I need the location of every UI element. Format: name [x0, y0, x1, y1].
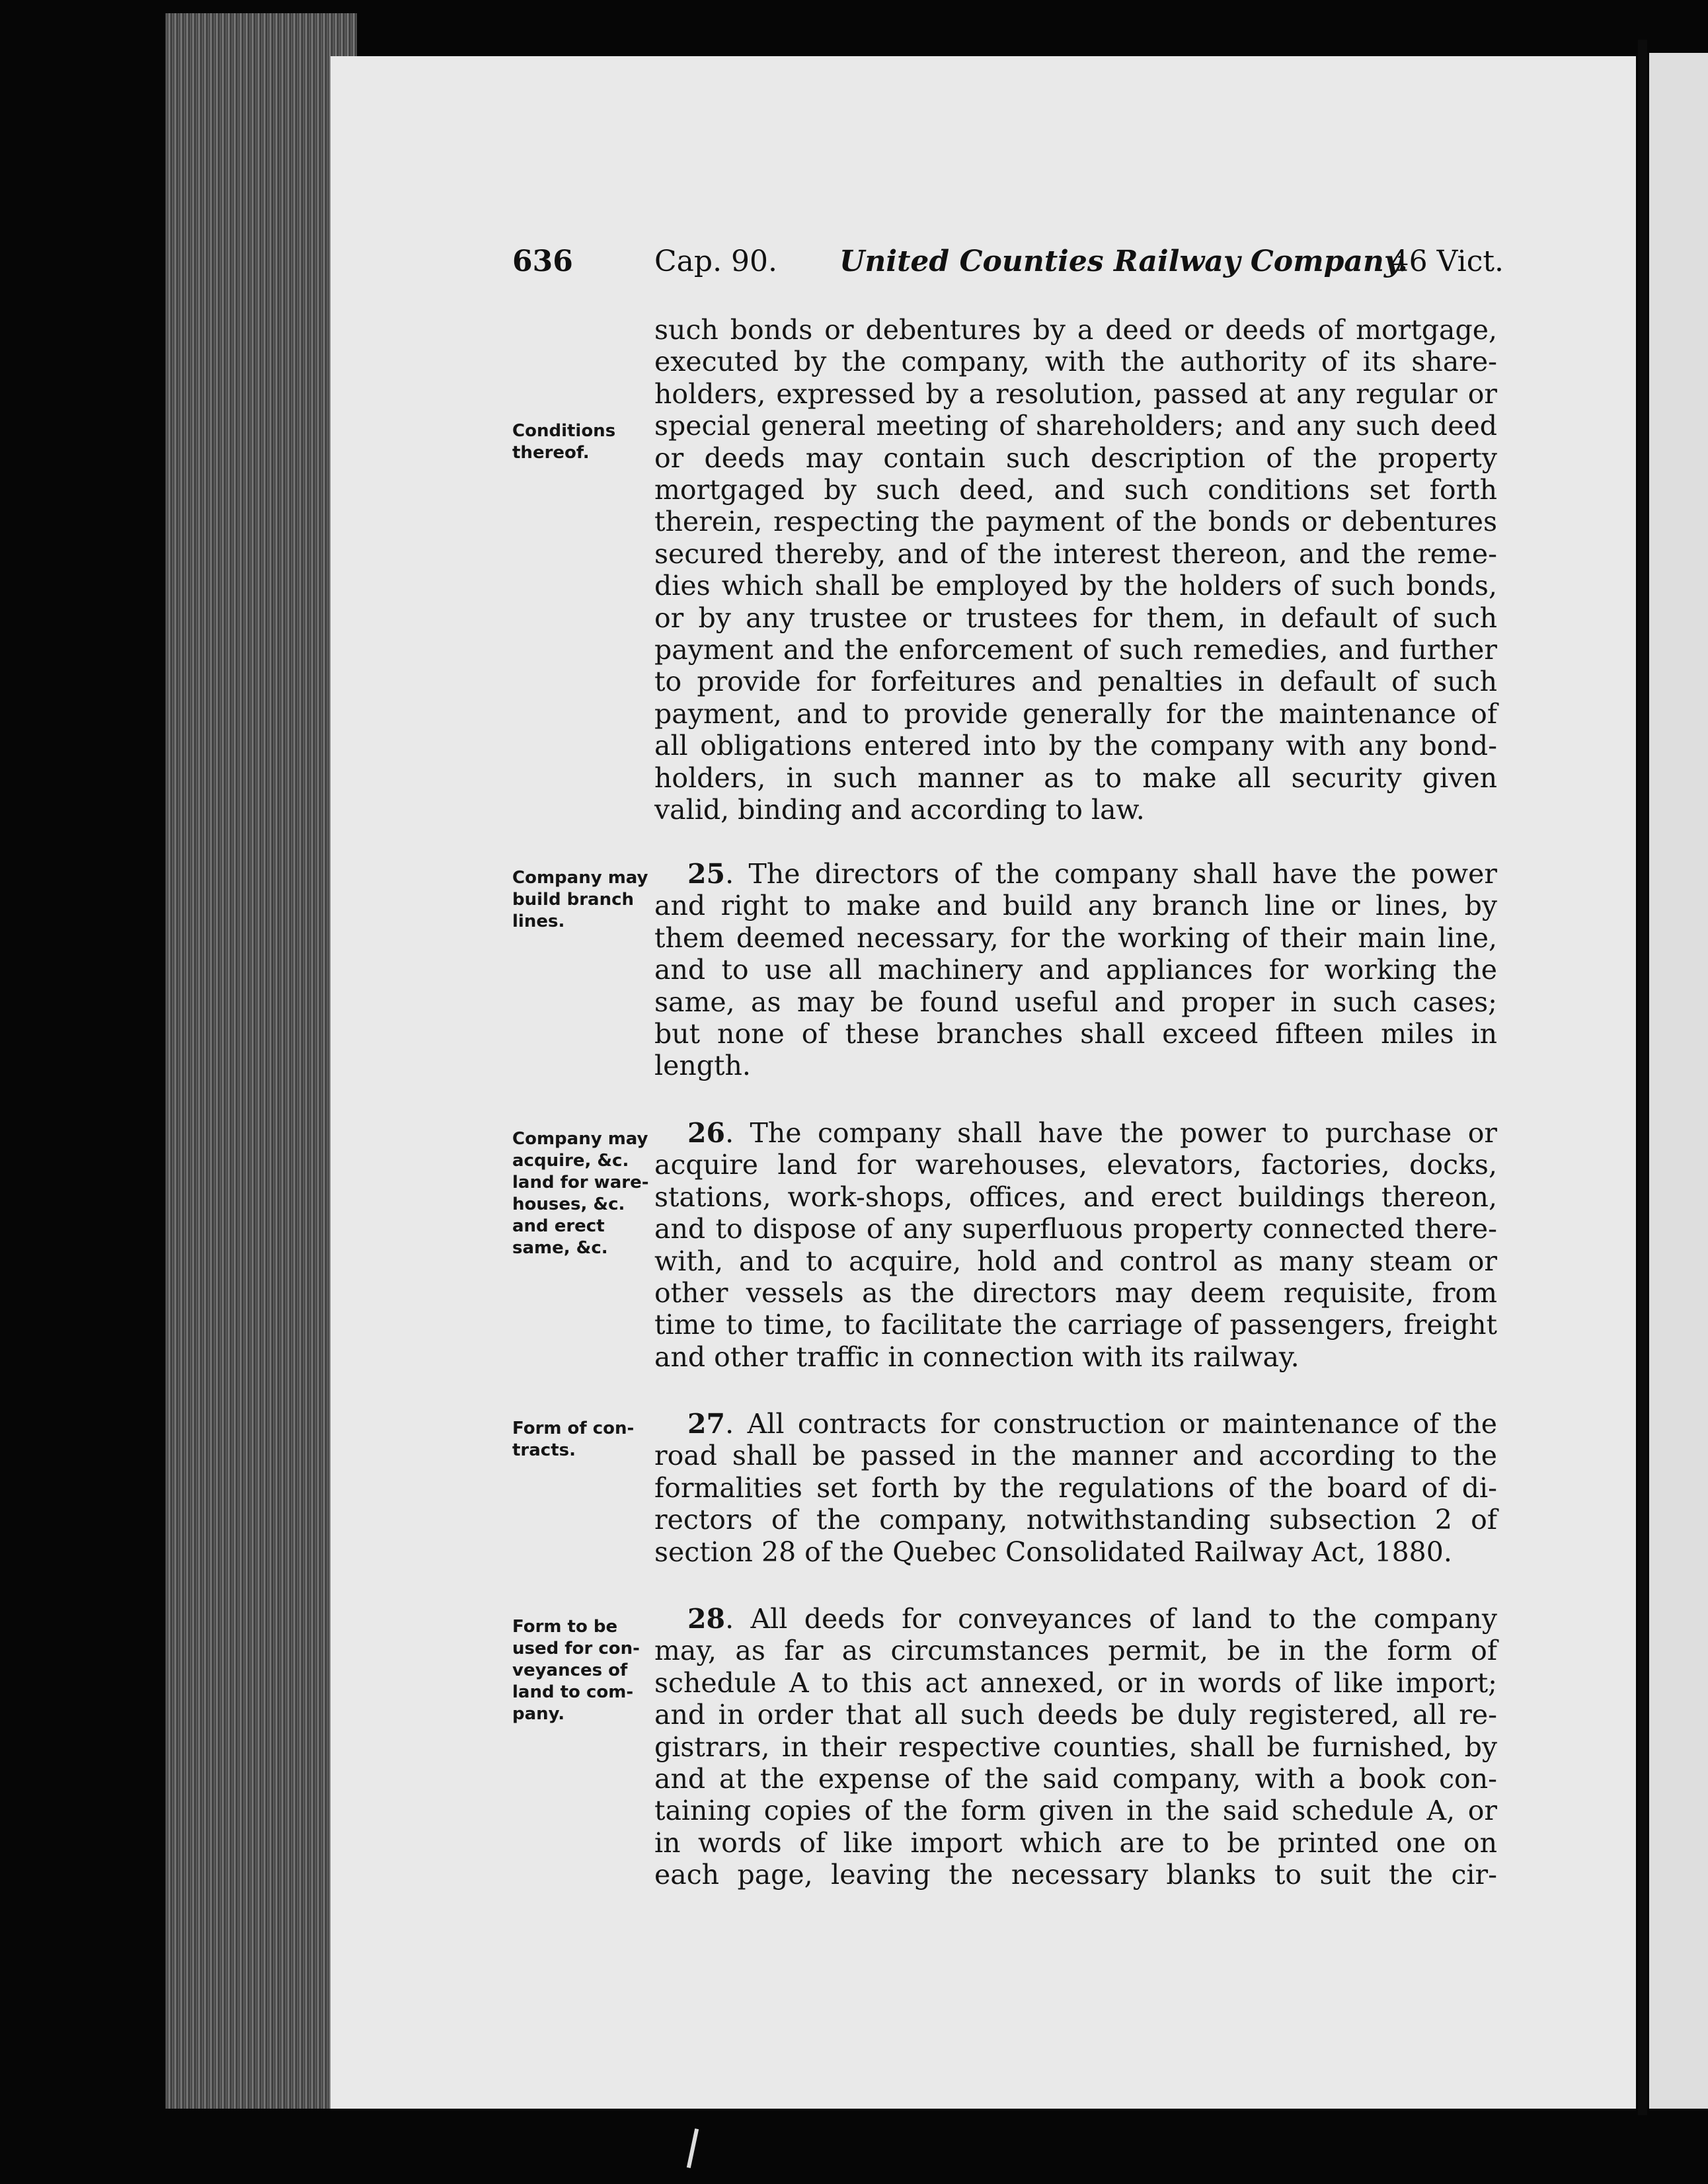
page-number: 636 — [512, 245, 573, 278]
text-line: but none of these branches shall exceed fifteen miles in — [654, 1018, 1497, 1050]
margin-note-line: Form of con- — [512, 1419, 635, 1438]
text-line: rectors of the company, notwithstanding subsection 2 of — [654, 1504, 1497, 1536]
running-title: United Counties Railway Company. — [839, 245, 1408, 278]
margin-note-conditions — [512, 420, 654, 464]
text-span: . The directors of the company shall have the power — [725, 858, 1497, 890]
text-line: to provide for forfeitures and penalties in default of such — [654, 666, 1497, 698]
margin-note-line: build branch — [512, 890, 635, 910]
margin-note-line: Company may — [512, 1129, 648, 1149]
text-line — [654, 1408, 1497, 1440]
regnal-year: 46 Vict. — [1390, 245, 1504, 278]
text-line: and right to make and build any branch line or lines, by — [654, 890, 1497, 922]
text-line: and other traffic in connection with its railway. — [654, 1341, 1300, 1373]
margin-note-line: acquire, &c. — [512, 1151, 629, 1171]
margin-note-warehouses — [512, 1128, 654, 1259]
text-line: and at the expense of the said company, with a book con- — [654, 1763, 1497, 1795]
section-number: 27 — [687, 1408, 726, 1440]
text-span: . All deeds for conveyances of land to the company — [725, 1603, 1497, 1635]
margin-note-line: tracts. — [512, 1440, 576, 1460]
text-line: and in order that all such deeds be duly registered, all re- — [654, 1699, 1497, 1731]
text-line: mortgaged by such deed, and such conditions set forth — [654, 474, 1497, 506]
text-line: and to dispose of any superfluous property connected there- — [654, 1213, 1497, 1245]
text-line: road shall be passed in the manner and according to the — [654, 1440, 1497, 1472]
paragraph-continuation — [654, 314, 1497, 826]
margin-note-line: land to com- — [512, 1682, 634, 1702]
text-line: length. — [654, 1050, 751, 1082]
text-line: may, as far as circumstances permit, be in the form of — [654, 1635, 1497, 1667]
margin-note-line: Form to be — [512, 1617, 618, 1637]
text-line — [654, 1603, 1497, 1635]
text-line: with, and to acquire, hold and control as many steam or — [654, 1245, 1497, 1277]
text-line: stations, work-shops, offices, and erect buildings thereon, — [654, 1181, 1497, 1213]
text-line: payment, and to provide generally for the maintenance of — [654, 697, 1497, 730]
margin-note-branch-lines — [512, 867, 654, 933]
margin-note-line: land for ware- — [512, 1173, 649, 1192]
section-number: 26 — [687, 1117, 726, 1149]
section-25 — [654, 858, 1497, 1082]
margin-note-contracts — [512, 1418, 654, 1462]
margin-note-line: thereof. — [512, 443, 590, 463]
book-page-edges — [165, 13, 357, 2109]
margin-note-line: used for con- — [512, 1639, 640, 1658]
text-line: therein, respecting the payment of the bonds or debentures — [654, 506, 1497, 538]
gutter-shadow — [1638, 40, 1647, 2115]
text-line: section 28 of the Quebec Consolidated Railway Act, 1880. — [654, 1536, 1452, 1568]
section-number: 25 — [687, 858, 726, 890]
margin-note-conveyance-form — [512, 1616, 654, 1725]
margin-note-line: Conditions — [512, 421, 616, 441]
chapter-label: Cap. 90. — [654, 245, 778, 278]
text-line: holders, expressed by a resolution, passed at any regular or — [654, 377, 1497, 410]
text-line — [654, 1117, 1497, 1149]
margin-note-line: and erect — [512, 1216, 605, 1236]
text-line: payment and the enforcement of such remedies, and further — [654, 634, 1497, 666]
text-line: or deeds may contain such description of the property — [654, 442, 1497, 474]
text-line: secured thereby, and of the interest thereon, and the reme- — [654, 537, 1497, 570]
facing-page-edge — [1649, 53, 1708, 2109]
text-line: all obligations entered into by the company with any bond- — [654, 730, 1497, 762]
text-span: . The company shall have the power to purchase or — [725, 1117, 1497, 1149]
text-line: same, as may be found useful and proper in such cases; — [654, 986, 1497, 1018]
section-26 — [654, 1117, 1497, 1373]
text-line — [654, 858, 1497, 890]
margin-note-line: houses, &c. — [512, 1194, 625, 1214]
running-header — [512, 245, 1504, 291]
text-line: and to use all machinery and appliances for working the — [654, 954, 1497, 986]
text-line: executed by the company, with the authority of its share- — [654, 346, 1497, 378]
text-line: time to time, to facilitate the carriage of passengers, freight — [654, 1309, 1497, 1341]
text-line: acquire land for warehouses, elevators, factories, docks, — [654, 1149, 1497, 1181]
margin-note-line: veyances of — [512, 1660, 628, 1680]
text-line: special general meeting of shareholders; and any such deed — [654, 410, 1497, 442]
text-line: taining copies of the form given in the said schedule A, or — [654, 1795, 1497, 1827]
text-line: or by any trustee or trustees for them, in default of such — [654, 602, 1497, 634]
margin-note-line: same, &c. — [512, 1238, 608, 1258]
text-line: in words of like import which are to be printed one on — [654, 1826, 1497, 1859]
section-27 — [654, 1408, 1497, 1568]
text-line: valid, binding and according to law. — [654, 794, 1145, 826]
text-line: gistrars, in their respective counties, shall be furnished, by — [654, 1731, 1497, 1763]
text-line: holders, in such manner as to make all security given — [654, 761, 1497, 794]
section-number: 28 — [687, 1603, 726, 1635]
text-line: them deemed necessary, for the working of their main line, — [654, 921, 1497, 954]
text-line: formalities set forth by the regulations of the board of di- — [654, 1471, 1497, 1504]
text-line: such bonds or debentures by a deed or deeds of mortgage, — [654, 314, 1497, 346]
text-line: dies which shall be employed by the holders of such bonds, — [654, 570, 1497, 602]
margin-note-line: pany. — [512, 1704, 565, 1724]
margin-note-line: Company may — [512, 868, 648, 888]
margin-note-line: lines. — [512, 912, 565, 931]
text-line: each page, leaving the necessary blanks to suit the cir- — [654, 1859, 1497, 1891]
scan-artifact — [687, 2128, 699, 2168]
text-line: schedule A to this act annexed, or in words of like import; — [654, 1666, 1497, 1699]
section-28 — [654, 1603, 1497, 1891]
text-span: . All contracts for construction or maintenance of the — [725, 1408, 1497, 1440]
text-line: other vessels as the directors may deem requisite, from — [654, 1277, 1497, 1309]
